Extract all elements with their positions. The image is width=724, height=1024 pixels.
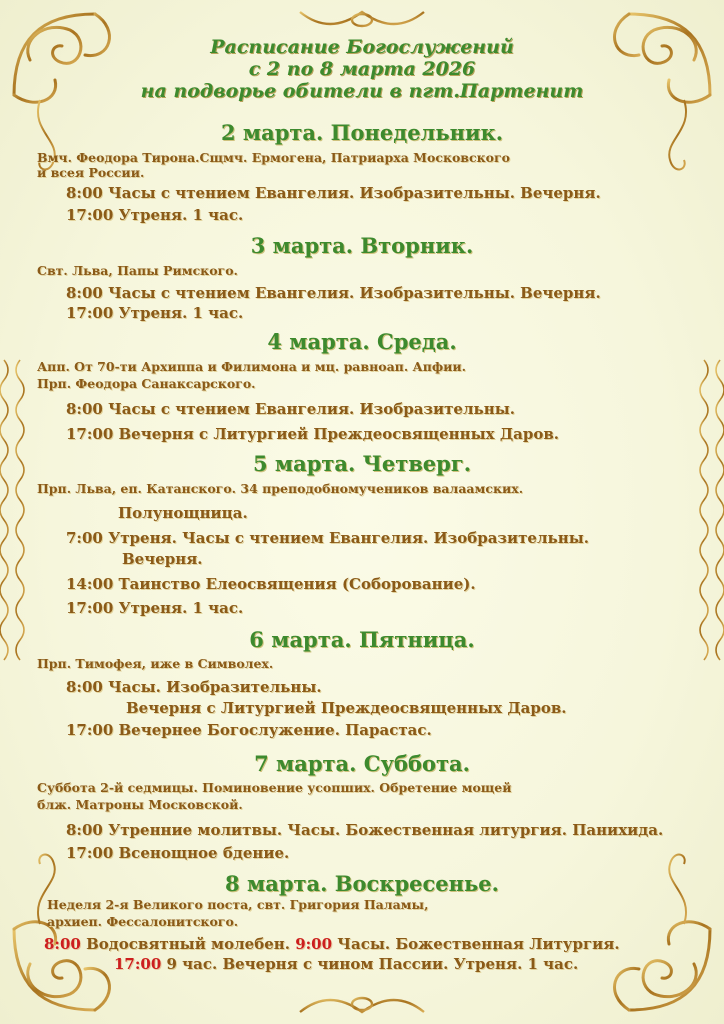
saints-line: Апп. От 70-ти Архиппа и Филимона и мц. равноап. Апфии. [37,359,467,374]
saints-line: Прп. Тимофея, иже в Символех. [37,656,274,671]
saints-line: архиеп. Фессалонитского. [47,914,239,929]
saints-line: Вмч. Феодора Тирона.Сщмч. Ермогена, Патриарха Московского [37,150,510,165]
service-line: 14:00 Таинство Елеосвящения (Соборование). [66,575,476,593]
service-line: 8:00 Часы с чтением Евангелия. Изобразительны. Вечерня. [66,284,601,302]
service-line: 17:00 Утреня. 1 час. [66,304,244,322]
day-heading-mar-8: 8 марта. Воскресенье. [225,871,499,896]
service-time: 17:00 [114,955,162,973]
title-line-1: Расписание Богослужений [210,36,514,58]
saints-line: Неделя 2-я Великого поста, свт. Григория Паламы, [47,897,429,912]
saints-line: Свт. Льва, Папы Римского. [37,263,238,278]
service-text: 9 час. Вечерня с чином Пассии. Утреня. 1 час. [161,955,579,973]
day-heading-mar-4: 4 марта. Среда. [267,329,457,354]
service-line: Вечерня с Литургией Преждеосвященных Даров. [126,699,567,717]
service-line: 17:00 Утреня. 1 час. [66,599,244,617]
service-line: Вечерня. [122,550,203,568]
day-heading-mar-6: 6 марта. Пятница. [249,627,475,652]
service-line: 8:00 Часы с чтением Евангелия. Изобразительны. [66,400,515,418]
day-heading-mar-5: 5 марта. Четверг. [252,451,472,476]
service-line: 17:00 Утреня. 1 час. [66,206,244,224]
schedule-title [0,36,724,102]
saints-line: Суббота 2-й седмицы. Поминовение усопших. Обретение мощей [37,780,512,795]
day-heading-mar-3: 3 марта. Вторник. [250,233,474,258]
title-line-2: с 2 по 8 марта 2026 [248,58,476,80]
day-heading-mar-7: 7 марта. Суббота. [254,751,470,776]
service-time: 8:00 [44,935,81,953]
service-line: 8:00 Часы. Изобразительны. [66,678,322,696]
saints-line: и всея России. [37,165,145,180]
title-line-3: на подворье обители в пгт.Партенит [140,80,584,102]
saints-line: Прп. Феодора Санаксарского. [37,376,256,391]
service-text: Водосвятный молебен. [80,935,296,953]
service-line [44,934,620,954]
saints-line: блж. Матроны Московской. [37,797,243,812]
saints-line: Прп. Льва, еп. Катанского. 34 преподобномучеников валаамских. [37,481,524,496]
service-line [114,954,578,974]
service-line: 7:00 Утреня. Часы с чтением Евангелия. Изобразительны. [66,529,589,547]
day-heading-mar-2: 2 марта. Понедельник. [220,120,504,145]
service-line: 17:00 Вечерня с Литургией Преждеосвященных Даров. [66,425,560,443]
service-text: Часы. Божественная Литургия. [332,935,620,953]
service-line: 8:00 Утренние молитвы. Часы. Божественная литургия. Панихида. [66,821,664,839]
service-time: 9:00 [295,935,333,953]
service-line: Полунощница. [118,504,248,522]
service-line: 17:00 Вечернее Богослужение. Парастас. [66,721,432,739]
service-line: 8:00 Часы с чтением Евангелия. Изобразительны. Вечерня. [66,184,601,202]
service-line: 17:00 Всенощное бдение. [66,844,290,862]
